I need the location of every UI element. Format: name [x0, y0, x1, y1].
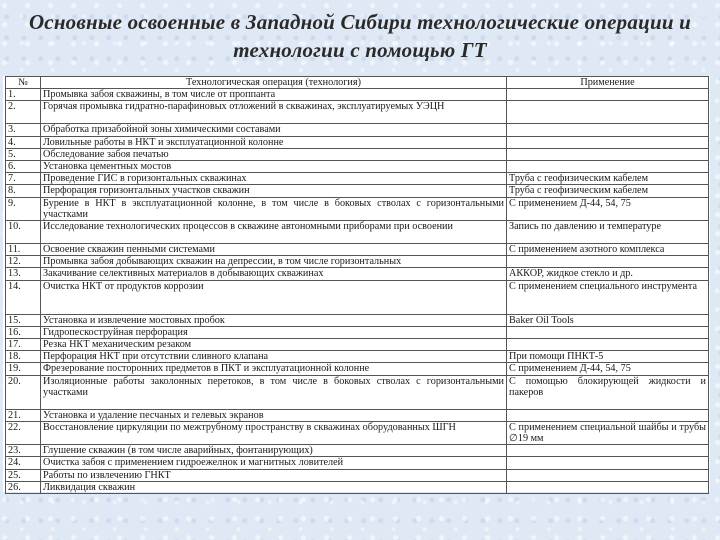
- row-operation: Установка цементных мостов: [41, 161, 507, 173]
- table-row: [6, 326, 709, 338]
- row-application: Запись по давлению и температуре: [507, 221, 709, 244]
- row-application: С применением азотного комплекса: [507, 244, 709, 256]
- row-operation: Ловильные работы в НКТ и эксплуатационной колонне: [41, 136, 507, 148]
- row-number: 8.: [6, 185, 41, 197]
- table-row: [6, 256, 709, 268]
- row-operation: Изоляционные работы заколонных перетоков, в том числе в боковых стволах с горизонтальными участками: [41, 375, 507, 409]
- row-operation: Резка НКТ механическим резаком: [41, 339, 507, 351]
- row-number: 25.: [6, 469, 41, 481]
- table-row: [6, 280, 709, 314]
- row-number: 20.: [6, 375, 41, 409]
- row-number: 24.: [6, 457, 41, 469]
- table-row: [6, 136, 709, 148]
- row-operation: Установка и извлечение мостовых пробок: [41, 314, 507, 326]
- row-number: 19.: [6, 363, 41, 375]
- table-row: [6, 469, 709, 481]
- row-number: 23.: [6, 445, 41, 457]
- row-application: [507, 445, 709, 457]
- row-number: 6.: [6, 161, 41, 173]
- row-application: С применением Д-44, 54, 75: [507, 363, 709, 375]
- row-operation: Обследование забоя печатью: [41, 148, 507, 160]
- table-row: [6, 221, 709, 244]
- row-operation: Промывка забоя добывающих скважин на депрессии, в том числе горизонтальных: [41, 256, 507, 268]
- row-number: 15.: [6, 314, 41, 326]
- row-application: С применением специальной шайбы и трубы ∅19 мм: [507, 421, 709, 444]
- row-operation: Закачивание селективных материалов в добывающих скважинах: [41, 268, 507, 280]
- row-number: 21.: [6, 409, 41, 421]
- table-row: [6, 268, 709, 280]
- row-number: 11.: [6, 244, 41, 256]
- row-operation: Установка и удаление песчаных и гелевых экранов: [41, 409, 507, 421]
- table-row: [6, 339, 709, 351]
- row-number: 18.: [6, 351, 41, 363]
- row-application: С применением Д-44, 54, 75: [507, 197, 709, 220]
- row-application: Труба с геофизическим кабелем: [507, 185, 709, 197]
- row-operation: Восстановление циркуляции по межтрубному пространству в скважинах оборудованных ШГН: [41, 421, 507, 444]
- row-number: 10.: [6, 221, 41, 244]
- table-row: [6, 445, 709, 457]
- table-row: [6, 148, 709, 160]
- row-application: [507, 339, 709, 351]
- table-row: [6, 421, 709, 444]
- table-row: [6, 409, 709, 421]
- table-row: [6, 375, 709, 409]
- row-number: 5.: [6, 148, 41, 160]
- row-application: [507, 469, 709, 481]
- table-row: [6, 173, 709, 185]
- row-operation: Горячая промывка гидратно-парафиновых отложений в скважинах, эксплуатируемых УЭЦН: [41, 101, 507, 124]
- row-operation: Перфорация НКТ при отсутствии сливного клапана: [41, 351, 507, 363]
- operations-table: [5, 76, 709, 494]
- row-number: 14.: [6, 280, 41, 314]
- header-number: №: [6, 77, 41, 89]
- row-operation: Бурение в НКТ в эксплуатационной колонне, в том числе в боковых стволах с горизонтальными участками: [41, 197, 507, 220]
- row-operation: Ликвидация скважин: [41, 481, 507, 493]
- row-number: 7.: [6, 173, 41, 185]
- row-application: АККОР, жидкое стекло и др.: [507, 268, 709, 280]
- row-application: Baker Oil Tools: [507, 314, 709, 326]
- row-number: 26.: [6, 481, 41, 493]
- row-operation: Обработка призабойной зоны химическими составами: [41, 124, 507, 136]
- row-number: 9.: [6, 197, 41, 220]
- row-application: [507, 136, 709, 148]
- table-row: [6, 161, 709, 173]
- table-row: [6, 481, 709, 493]
- row-operation: Очистка НКТ от продуктов коррозии: [41, 280, 507, 314]
- table-row: [6, 351, 709, 363]
- row-operation: Работы по извлечению ГНКТ: [41, 469, 507, 481]
- row-application: [507, 326, 709, 338]
- table-row: [6, 314, 709, 326]
- row-number: 17.: [6, 339, 41, 351]
- row-number: 16.: [6, 326, 41, 338]
- row-number: 13.: [6, 268, 41, 280]
- row-application: [507, 161, 709, 173]
- table-row: [6, 101, 709, 124]
- row-application: С помощью блокирующей жидкости и пакеров: [507, 375, 709, 409]
- row-operation: Глушение скважин (в том числе аварийных, фонтанирующих): [41, 445, 507, 457]
- row-application: При помощи ПНКТ-5: [507, 351, 709, 363]
- row-operation: Фрезерование посторонних предметов в ПКТ и эксплуатационной колонне: [41, 363, 507, 375]
- row-application: С применением специального инструмента: [507, 280, 709, 314]
- row-number: 22.: [6, 421, 41, 444]
- row-operation: Гидропескоструйная перфорация: [41, 326, 507, 338]
- table-sheet: [3, 76, 710, 492]
- row-operation: Исследование технологических процессов в скважине автономными приборами при освоении: [41, 221, 507, 244]
- table-row: [6, 185, 709, 197]
- row-number: 4.: [6, 136, 41, 148]
- row-application: Труба с геофизическим кабелем: [507, 173, 709, 185]
- row-application: [507, 409, 709, 421]
- table-row: [6, 457, 709, 469]
- table-header-row: [6, 77, 709, 89]
- row-number: 12.: [6, 256, 41, 268]
- header-application: Применение: [507, 77, 709, 89]
- table-row: [6, 124, 709, 136]
- table-row: [6, 244, 709, 256]
- table-row: [6, 197, 709, 220]
- row-number: 2.: [6, 101, 41, 124]
- row-operation: Перфорация горизонтальных участков скважин: [41, 185, 507, 197]
- row-application: [507, 481, 709, 493]
- row-application: [507, 124, 709, 136]
- table-row: [6, 89, 709, 101]
- row-operation: Освоение скважин пенными системами: [41, 244, 507, 256]
- row-operation: Проведение ГИС в горизонтальных скважинах: [41, 173, 507, 185]
- row-application: [507, 101, 709, 124]
- table-row: [6, 363, 709, 375]
- header-operation: Технологическая операция (технология): [41, 77, 507, 89]
- row-operation: Очистка забоя с применением гидроежелнок и магнитных ловителей: [41, 457, 507, 469]
- page-title: Основные освоенные в Западной Сибири технологические операции и технологии с помощью ГТ: [28, 10, 692, 62]
- row-application: [507, 256, 709, 268]
- row-number: 3.: [6, 124, 41, 136]
- row-number: 1.: [6, 89, 41, 101]
- row-application: [507, 148, 709, 160]
- row-application: [507, 89, 709, 101]
- row-operation: Промывка забоя скважины, в том числе от проппанта: [41, 89, 507, 101]
- row-application: [507, 457, 709, 469]
